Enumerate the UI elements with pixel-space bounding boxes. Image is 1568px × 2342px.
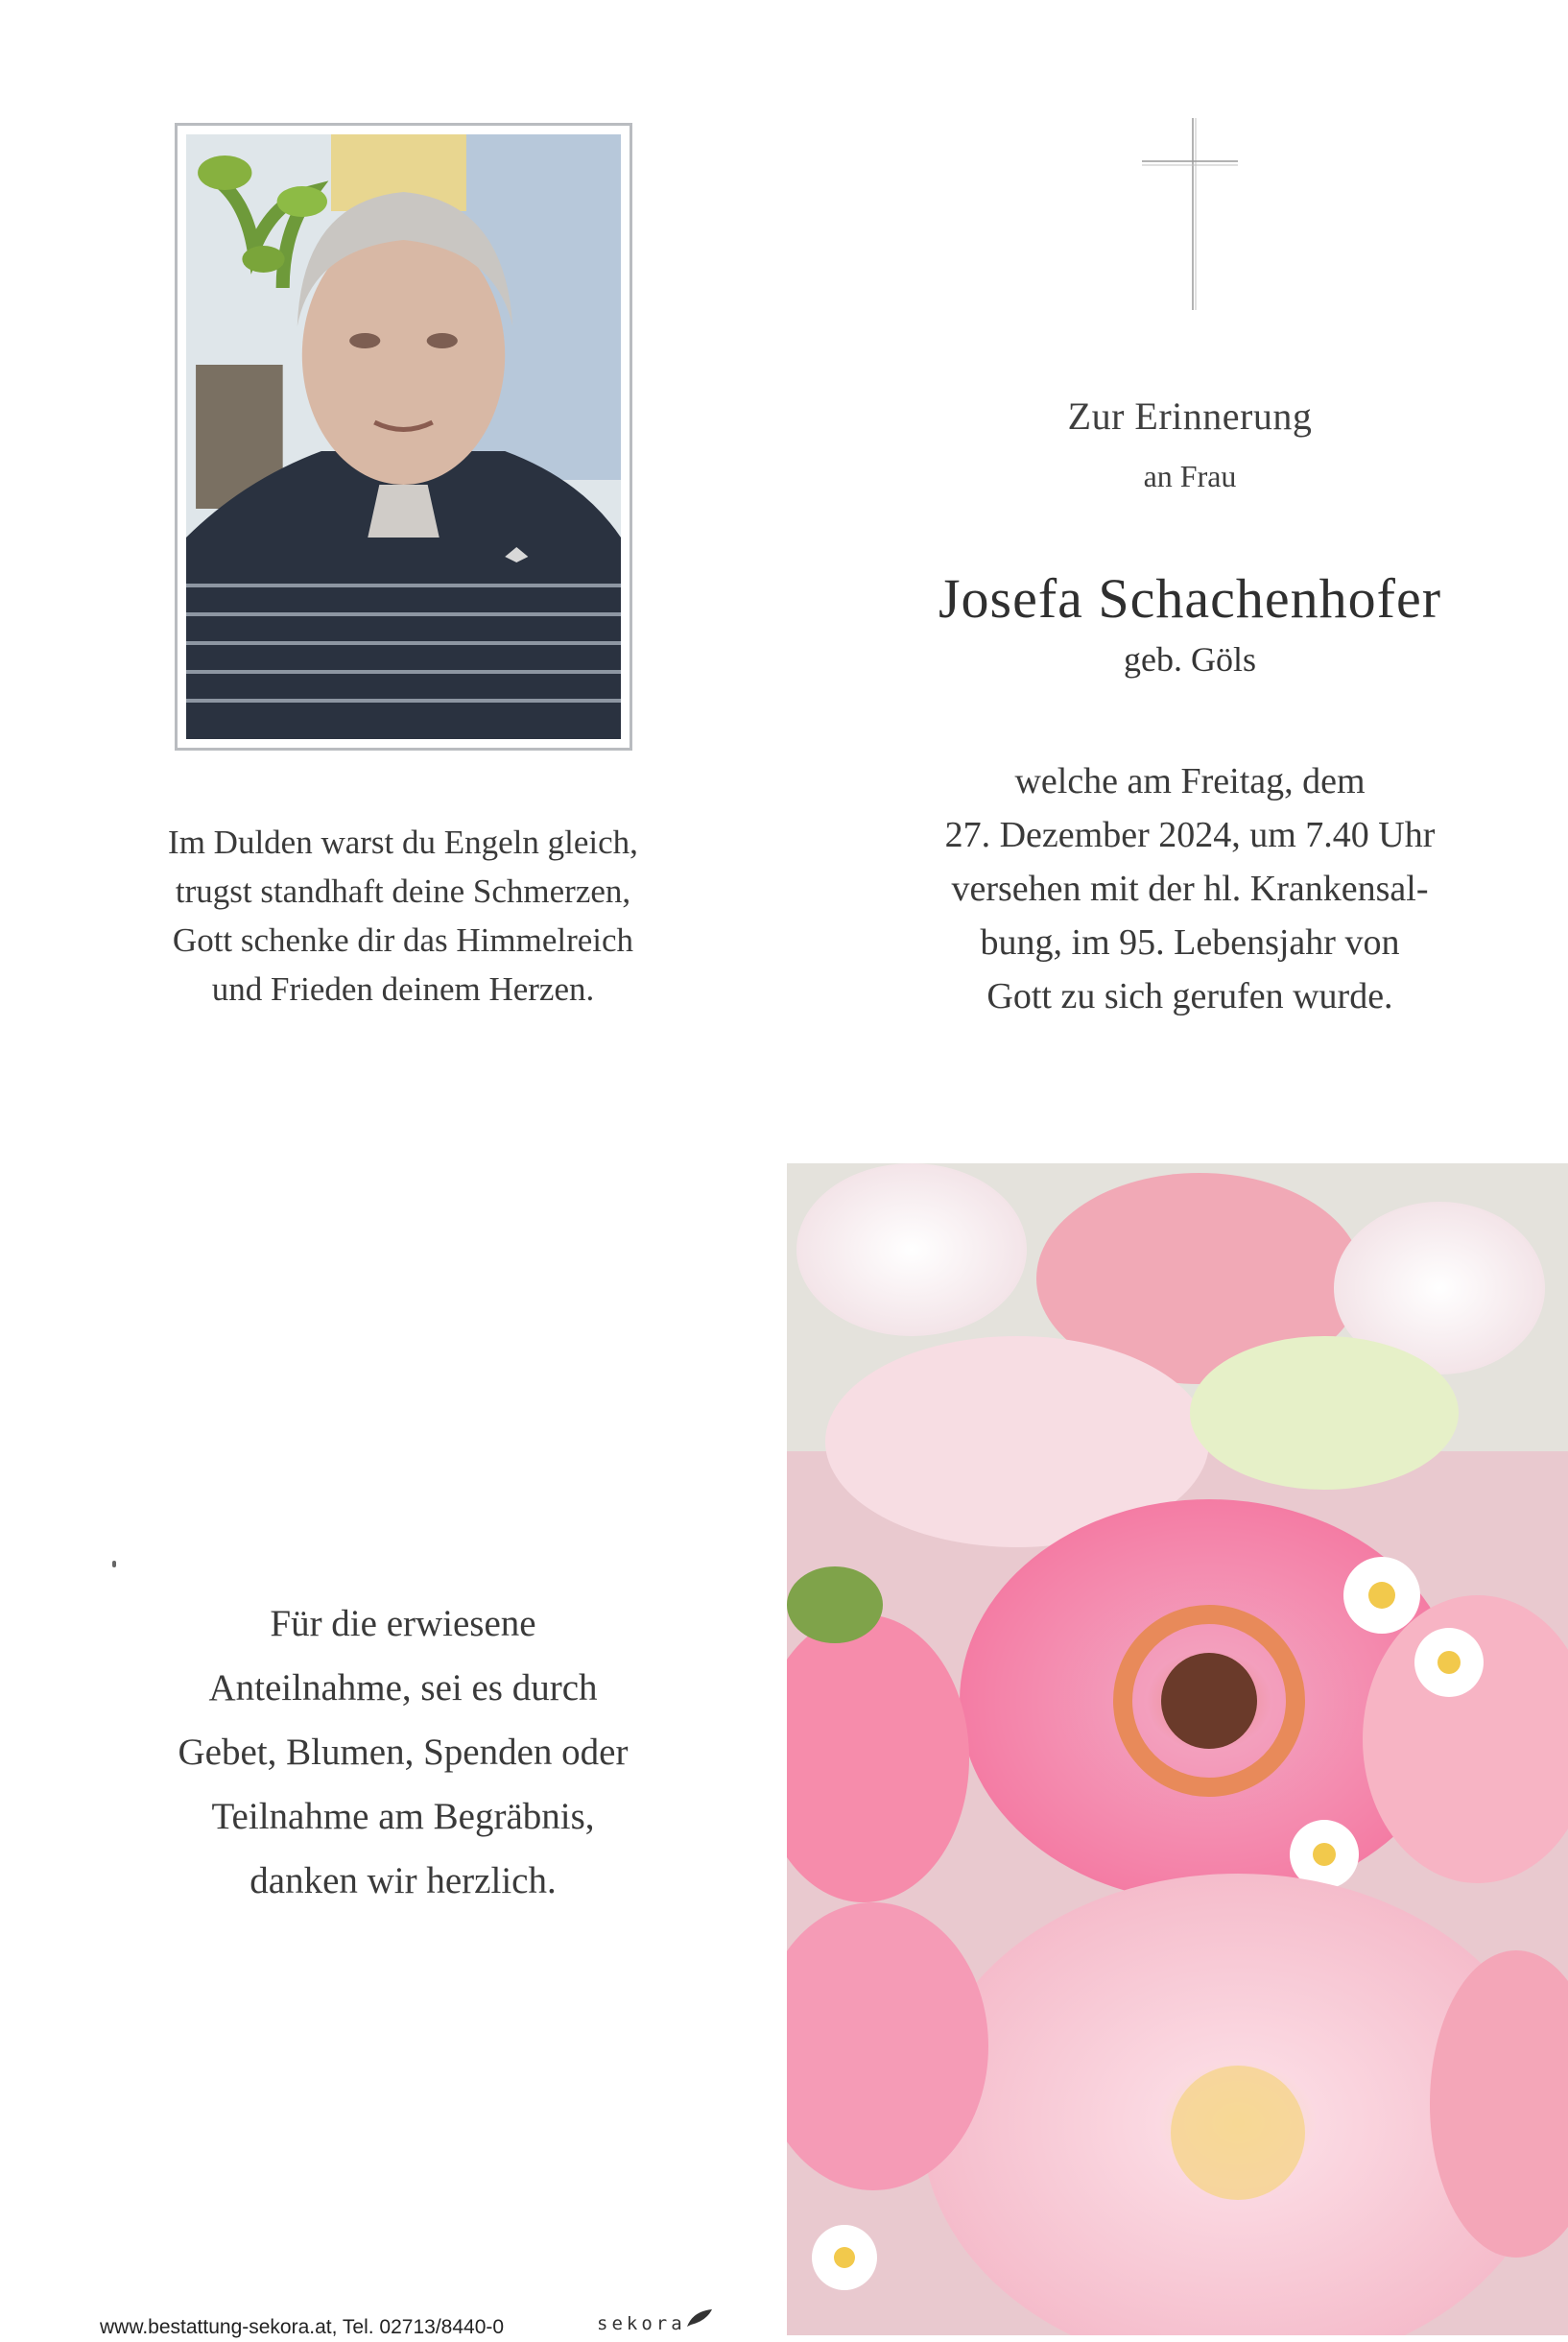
poem-line: Im Dulden warst du Engeln gleich, [168,824,638,861]
footer-contact: www.bestattung-sekora.at, Tel. 02713/8440-0 [100,2316,505,2338]
thanks-line: Anteilnahme, sei es durch [208,1667,598,1709]
cross-icon [1142,118,1238,310]
thanks-message [77,1591,729,1913]
thanks-line: danken wir herzlich. [249,1860,557,1901]
logo-text: sekora [597,2313,686,2334]
notice-line: bung, im 95. Lebensjahr von [980,922,1400,963]
thanks-line: Für die erwiesene [270,1603,536,1644]
birth-name: geb. Göls [1124,640,1256,679]
flower-image [787,1163,1568,2335]
poem-line: Gott schenke dir das Himmelreich [172,921,634,959]
salutation: an Frau [1143,459,1237,493]
memorial-poem [101,818,705,1014]
leaf-icon [685,2307,714,2329]
memorial-subtitle: Zur Erinnerung [1067,394,1313,438]
company-logo [597,2307,712,2342]
poem-line: trugst standhaft deine Schmerzen, [175,872,631,910]
notice-line: welche am Freitag, dem [1014,761,1366,801]
scan-speck [112,1561,116,1567]
flower-illustration [787,1163,1568,2335]
notice-line: 27. Dezember 2024, um 7.40 Uhr [944,815,1436,855]
portrait-illustration [186,134,621,739]
death-notice [868,754,1511,1023]
thanks-line: Gebet, Blumen, Spenden oder [178,1732,629,1773]
notice-line: versehen mit der hl. Krankensal- [951,869,1429,909]
thanks-line: Teilnahme am Begräbnis, [211,1796,595,1837]
portrait-frame [175,123,632,751]
deceased-name: Josefa Schachenhofer [938,567,1442,630]
poem-line: und Frieden deinem Herzen. [211,970,595,1008]
notice-line: Gott zu sich gerufen wurde. [986,976,1393,1016]
portrait-photo [186,134,621,739]
